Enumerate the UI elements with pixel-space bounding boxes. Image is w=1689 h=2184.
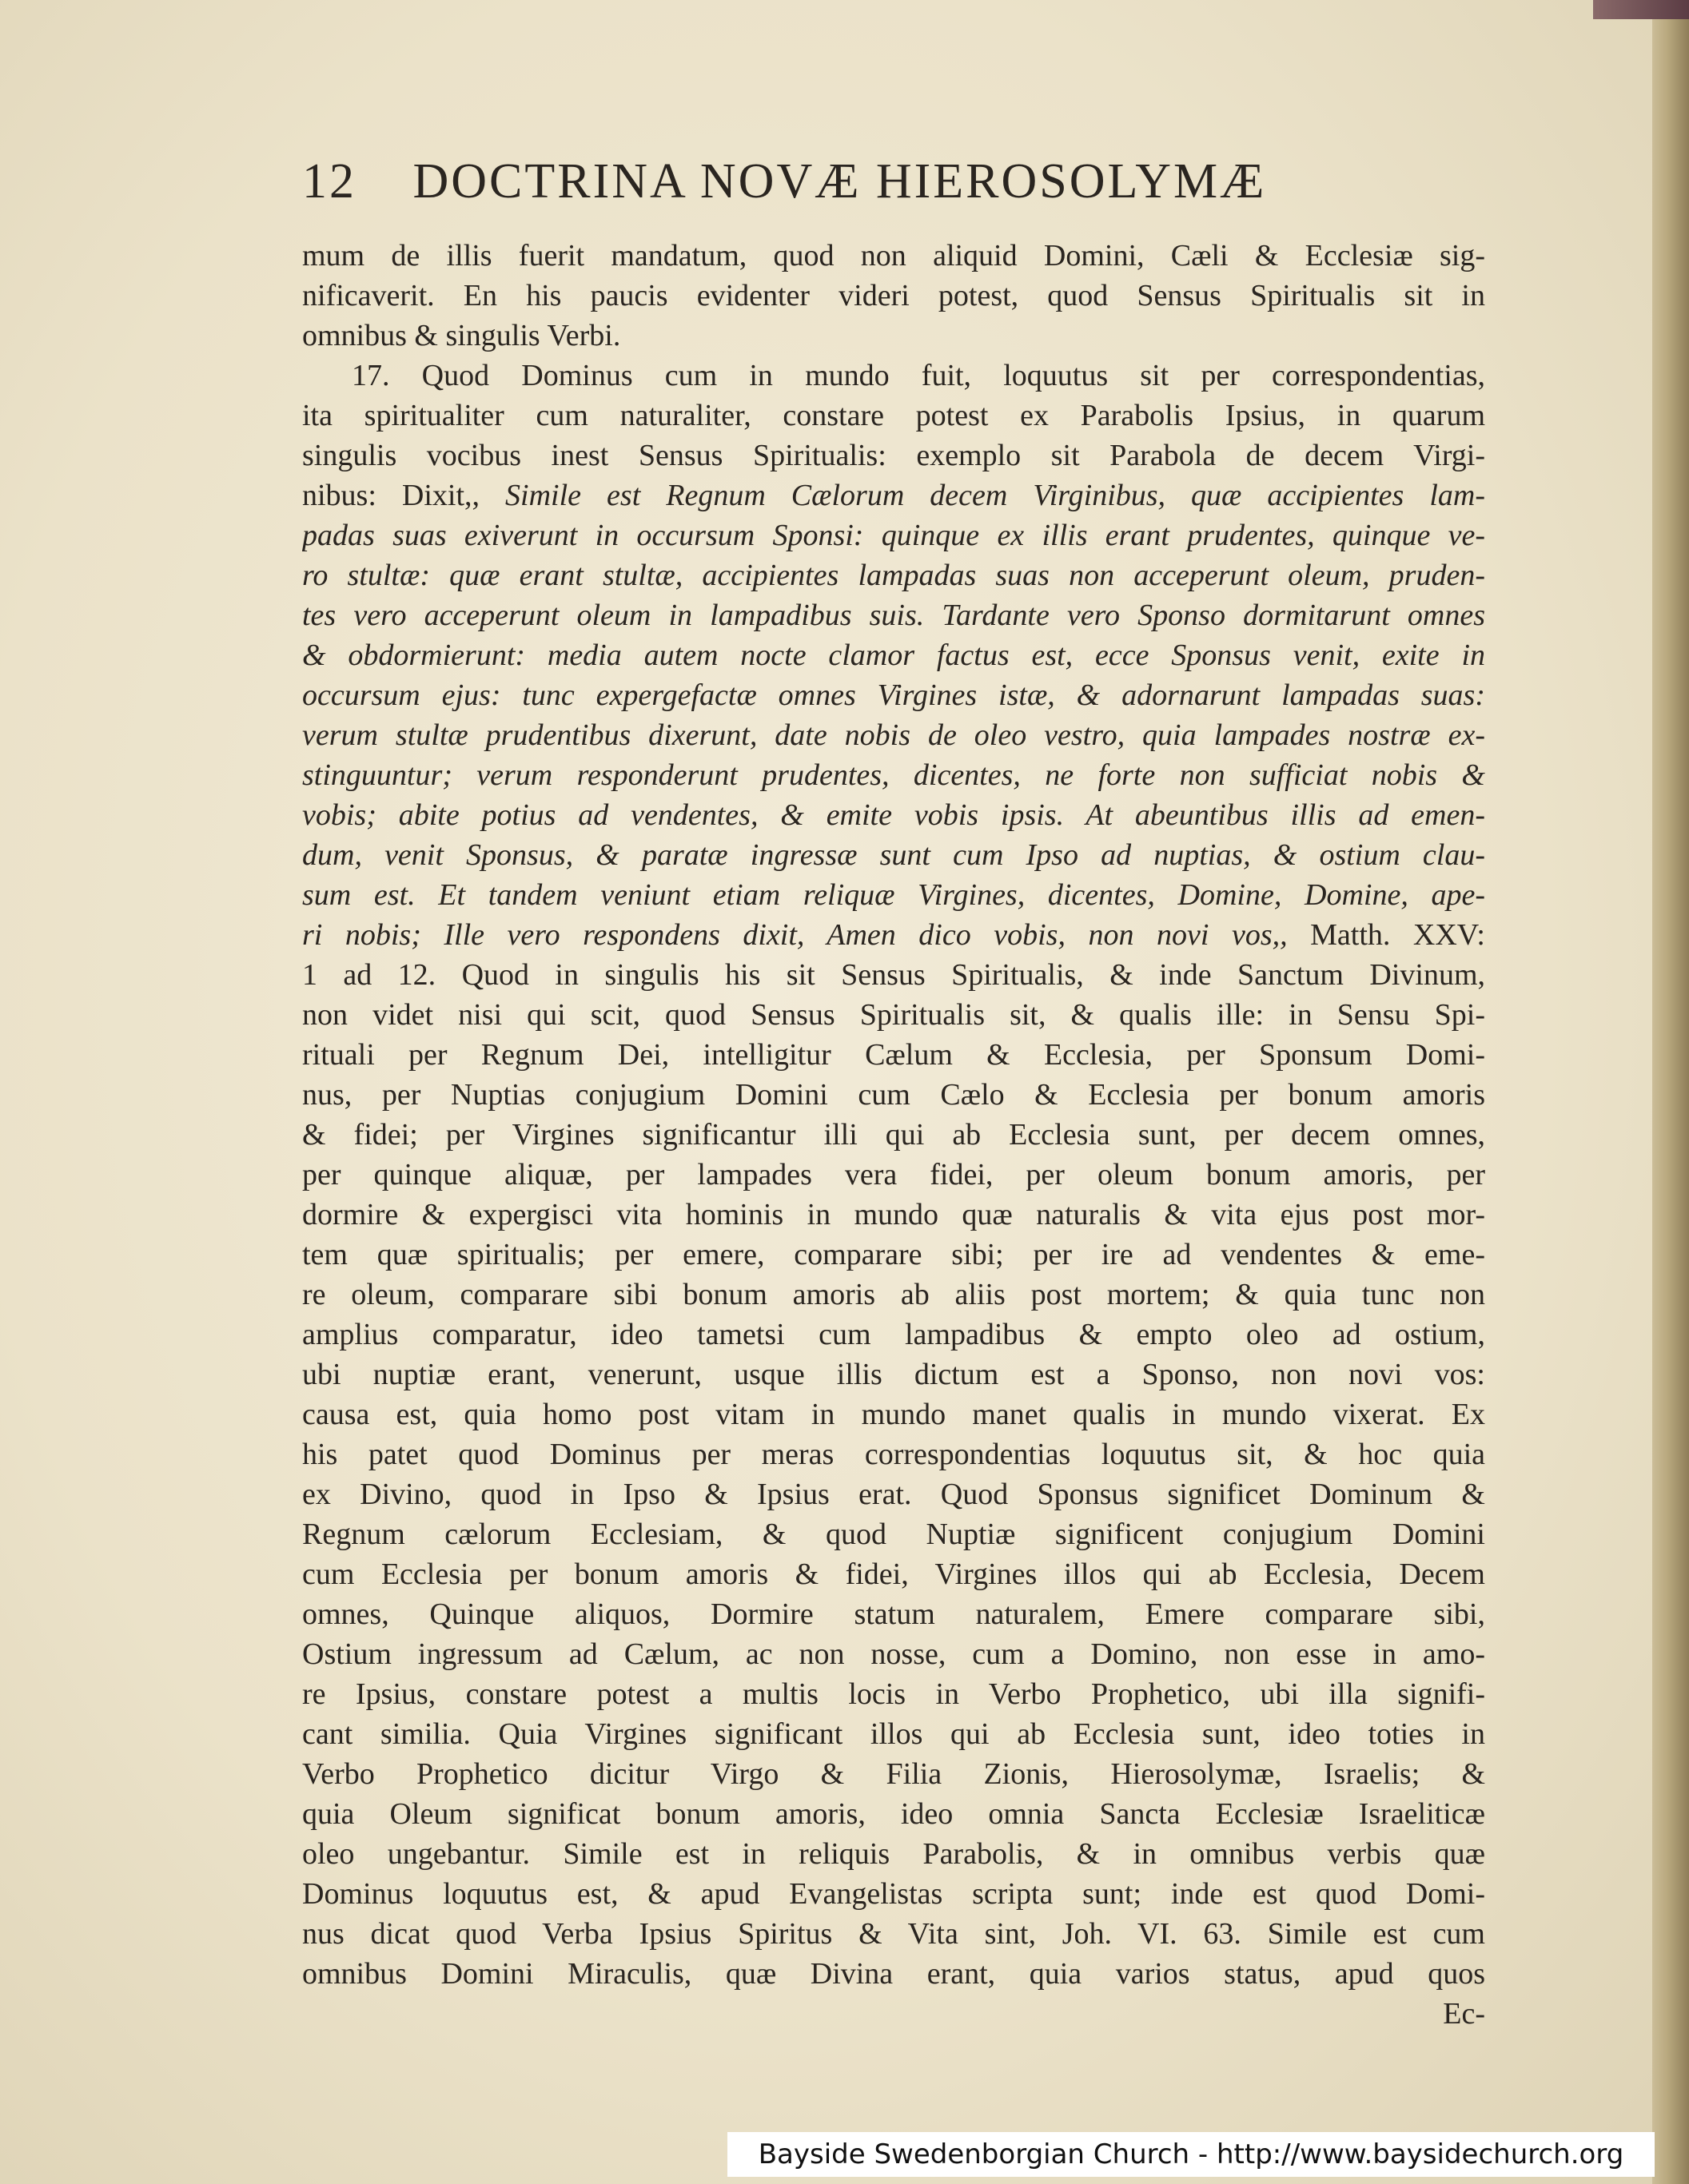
text-line [302,915,1485,955]
text-line: ro stultæ: quæ erant stultæ, accipientes lampadas suas non acceperunt oleum, pruden- [302,559,1485,592]
page-edge [1652,0,1689,2184]
roman-segment: nibus: Dixit,, [302,479,506,512]
text-line: tes vero acceperunt oleum in lampadibus suis. Tardante vero Sponso dormitarunt omnes [302,599,1485,632]
text-line [302,475,1485,515]
text-line: padas suas exiverunt in occursum Sponsi: quinque ex illis erant prudentes, quinque ve- [302,519,1485,552]
text-line: nus dicat quod Verba Ipsius Spiritus & Vita sint, Joh. VI. 63. Simile est cum [302,1917,1485,1951]
text-line: oleo ungebantur. Simile est in reliquis Parabolis, & in omnibus verbis quæ [302,1837,1485,1871]
watermark-footer: Bayside Swedenborgian Church - http://www.baysidechurch.org [727,2132,1655,2177]
text-line: occursum ejus: tunc expergefactæ omnes Virgines istæ, & adornarunt lampadas suas: [302,678,1485,712]
text-line: Ec- [1443,1997,1485,2031]
text-line: verum stultæ prudentibus dixerunt, date nobis de oleo vestro, quia lampades nostræ ex- [302,718,1485,752]
text-line: 1 ad 12. Quod in singulis his sit Sensus Spiritualis, & inde Sanctum Divinum, [302,958,1485,992]
text-line: Ostium ingressum ad Cælum, ac non nosse, cum a Domino, non esse in amo- [302,1637,1485,1671]
italic-segment: ri nobis; Ille vero respondens dixit, Amen dico vobis, non novi vos,, [302,918,1311,952]
text-line: dum, venit Sponsus, & paratæ ingressæ sunt cum Ipso ad nuptias, & ostium clau- [302,838,1485,872]
text-line: Dominus loquutus est, & apud Evangelistas scripta sunt; inde est quod Domi- [302,1877,1485,1911]
text-line: cant similia. Quia Virgines significant illos qui ab Ecclesia sunt, ideo toties in [302,1717,1485,1751]
text-line: singulis vocibus inest Sensus Spiritualis: exemplo sit Parabola de decem Virgi- [302,439,1485,472]
running-title: DOCTRINA NOVÆ HIEROSOLYMÆ [412,154,1267,209]
text-line: nus, per Nuptias conjugium Domini cum Cælo & Ecclesia per bonum amoris [302,1078,1485,1112]
text-line: amplius comparatur, ideo tametsi cum lampadibus & empto oleo ad ostium, [302,1318,1485,1351]
roman-segment: Matth. XXV: [1310,918,1485,952]
text-line: ex Divino, quod in Ipso & Ipsius erat. Quod Sponsus significet Dominum & [302,1478,1485,1511]
text-line: mum de illis fuerit mandatum, quod non aliquid Domini, Cæli & Ecclesiæ sig- [302,239,1485,273]
italic-segment: Simile est Regnum Cælorum decem Virginibus, quæ accipientes lam- [505,479,1485,512]
text-line: stinguuntur; verum responderunt prudentes, dicentes, ne forte non sufficiat nobis & [302,758,1485,792]
text-line: dormire & expergisci vita hominis in mundo quæ naturalis & vita ejus post mor- [302,1198,1485,1231]
text-line: Verbo Prophetico dicitur Virgo & Filia Zionis, Hierosolymæ, Israelis; & [302,1757,1485,1791]
text-line: 17. Quod Dominus cum in mundo fuit, loquutus sit per correspondentias, [352,359,1485,392]
text-line: cum Ecclesia per bonum amoris & fidei, Virgines illos qui ab Ecclesia, Decem [302,1557,1485,1591]
text-line: quia Oleum significat bonum amoris, ideo omnia Sancta Ecclesiæ Israeliticæ [302,1797,1485,1831]
text-line: ita spiritualiter cum naturaliter, constare potest ex Parabolis Ipsius, in quarum [302,399,1485,432]
page-header [302,153,1485,225]
text-line: rituali per Regnum Dei, intelligitur Cælum & Ecclesia, per Sponsum Domi- [302,1038,1485,1072]
text-line: per quinque aliquæ, per lampades vera fidei, per oleum bonum amoris, per [302,1158,1485,1191]
text-line: non videt nisi qui scit, quod Sensus Spiritualis sit, & qualis ille: in Sensu Spi- [302,998,1485,1032]
text-line: Regnum cælorum Ecclesiam, & quod Nuptiæ significent conjugium Domini [302,1518,1485,1551]
body-text [302,236,1485,2034]
text-line: sum est. Et tandem veniunt etiam reliquæ Virgines, dicentes, Domine, Domine, ape- [302,878,1485,912]
text-line: vobis; abite potius ad vendentes, & emite vobis ipsis. At abeuntibus illis ad emen- [302,798,1485,832]
text-line: & fidei; per Virgines significantur illi qui ab Ecclesia sunt, per decem omnes, [302,1118,1485,1152]
text-line: re oleum, comparare sibi bonum amoris ab aliis post mortem; & quia tunc non [302,1278,1485,1311]
text-line: & obdormierunt: media autem nocte clamor factus est, ecce Sponsus venit, exite in [302,638,1485,672]
cover-corner [1593,0,1689,19]
text-line: tem quæ spiritualis; per emere, comparare sibi; per ire ad vendentes & eme- [302,1238,1485,1271]
text-line: re Ipsius, constare potest a multis locis in Verbo Prophetico, ubi illa signifi- [302,1677,1485,1711]
page-number: 12 [302,154,357,209]
text-line: his patet quod Dominus per meras correspondentias loquutus sit, & hoc quia [302,1438,1485,1471]
text-line: omnes, Quinque aliquos, Dormire statum naturalem, Emere comparare sibi, [302,1597,1485,1631]
text-line: ubi nuptiæ erant, venerunt, usque illis dictum est a Sponso, non novi vos: [302,1358,1485,1391]
text-line: nificaverit. En his paucis evidenter videri potest, quod Sensus Spiritualis sit in [302,279,1485,312]
text-line: causa est, quia homo post vitam in mundo manet qualis in mundo vixerat. Ex [302,1398,1485,1431]
text-line: omnibus Domini Miraculis, quæ Divina erant, quia varios status, apud quos [302,1957,1485,1991]
text-line: omnibus & singulis Verbi. [302,319,621,352]
